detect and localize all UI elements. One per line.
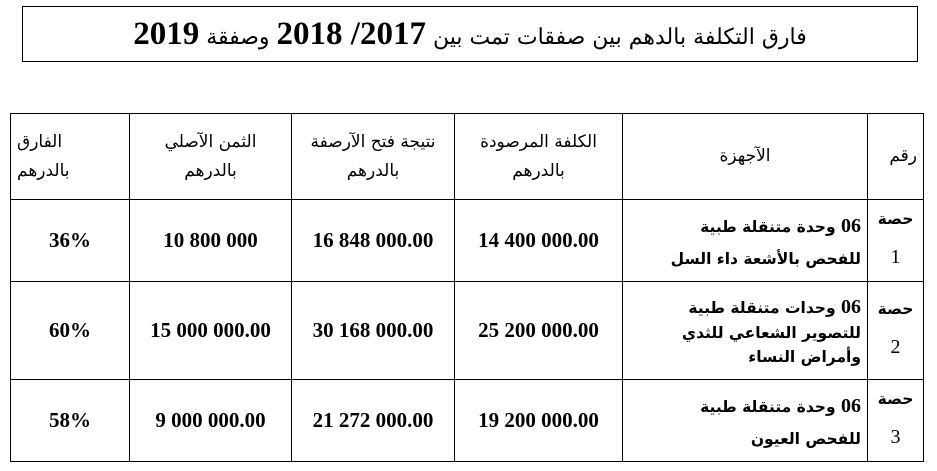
- header-devices: [623, 114, 868, 200]
- bid-cell: 16 848 000.00: [292, 200, 455, 282]
- device-line: [629, 292, 861, 322]
- header-bid-line1: نتيجة فتح الآرصفة: [310, 131, 436, 152]
- device-line: للفحص العيون: [750, 429, 861, 448]
- header-original: [130, 114, 292, 200]
- bid-cell: 30 168 000.00: [292, 282, 455, 380]
- device-text: وحدة متنقلة طبية: [700, 217, 836, 236]
- device-line: [629, 208, 861, 245]
- table-row: [11, 380, 924, 462]
- device-text: وحدة متنقلة طبية: [700, 397, 836, 416]
- header-budget-line2: بالدرهم: [512, 160, 565, 181]
- lot-label: حصة: [877, 210, 914, 229]
- page-title: [133, 16, 807, 53]
- budget-cell: 14 400 000.00: [455, 200, 623, 282]
- lot-label: حصة: [877, 300, 914, 319]
- lot-number: 3: [890, 425, 901, 448]
- table-header-row: [11, 114, 924, 200]
- title-box: [22, 6, 918, 62]
- device-count: 06: [841, 214, 861, 237]
- original-cell: 10 800 000: [130, 200, 292, 282]
- title-part1: فارق التكلفة بالدهم بين صفقات تمت بين: [425, 24, 807, 50]
- header-bid-line2: بالدرهم: [346, 160, 400, 181]
- budget-cell: 19 200 000.00: [455, 380, 623, 462]
- header-num-label: رقم: [889, 146, 917, 167]
- device-text: وحدات متنقلة طبية: [688, 299, 836, 318]
- title-part2: وصفقة: [199, 24, 277, 50]
- header-budget: [455, 114, 623, 200]
- lot-cell: [868, 282, 924, 380]
- table-row: [11, 282, 924, 380]
- header-devices-label: الآجهزة: [719, 146, 771, 167]
- original-cell: 9 000 000.00: [130, 380, 292, 462]
- header-original-line2: بالدرهم: [184, 160, 237, 181]
- lot-number: 1: [890, 245, 901, 268]
- header-budget-line1: الكلفة المرصودة: [480, 131, 597, 152]
- budget-cell: 25 200 000.00: [455, 282, 623, 380]
- diff-cell: 58%: [11, 380, 130, 462]
- device-line: [629, 388, 861, 425]
- title-year2: 2019: [133, 15, 200, 52]
- device-count: 06: [841, 394, 861, 417]
- header-diff-line2: بالدرهم: [17, 160, 70, 181]
- device-line: للفحص بالأشعة داء السل: [670, 249, 861, 268]
- cost-table: [10, 113, 924, 462]
- title-years: 2018 /2017: [276, 15, 426, 52]
- header-original-line1: الثمن الآصلي: [164, 131, 257, 152]
- device-count: 06: [841, 296, 861, 319]
- diff-cell: 36%: [11, 200, 130, 282]
- header-diff: [11, 114, 130, 200]
- lot-cell: [868, 200, 924, 282]
- lot-cell: [868, 380, 924, 462]
- header-bid: [292, 114, 455, 200]
- bid-cell: 21 272 000.00: [292, 380, 455, 462]
- device-cell: [623, 200, 868, 282]
- device-cell: [623, 282, 868, 380]
- header-num: [868, 114, 924, 200]
- device-line: وأمراض النساء: [748, 347, 861, 366]
- lot-label: حصة: [877, 390, 914, 409]
- device-line: للتصوير الشعاعي للثدي: [681, 324, 861, 343]
- table-row: [11, 200, 924, 282]
- original-cell: 15 000 000.00: [130, 282, 292, 380]
- diff-cell: 60%: [11, 282, 130, 380]
- device-cell: [623, 380, 868, 462]
- lot-number: 2: [890, 335, 901, 358]
- header-diff-line1: الفارق: [17, 131, 63, 152]
